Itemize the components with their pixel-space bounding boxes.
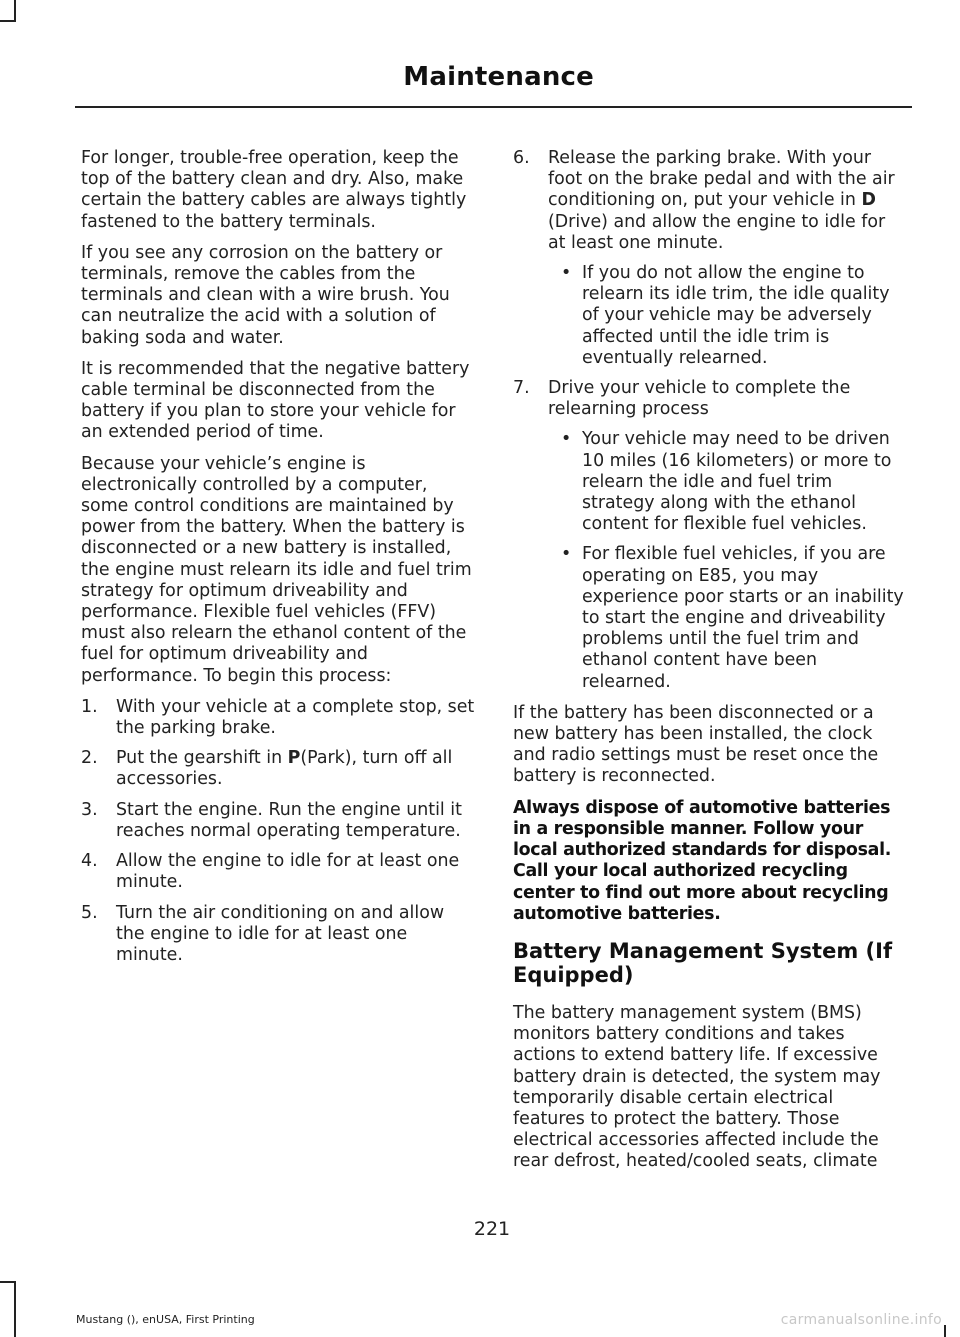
bullet-text: Your vehicle may need to be driven 10 miles (16 kilometers) or more to relearn the idle and fuel trim strategy along with the ethanol content for flexible fuel vehicles.	[582, 429, 892, 535]
crop-mark-top-left-horizontal	[0, 20, 16, 22]
step-text-suffix: (Drive) and allow the engine to idle for at least one minute.	[548, 211, 886, 253]
step-text-suffix: (Park), turn off all accessories.	[116, 748, 453, 790]
paragraph-relearn-intro: Because your vehicle’s engine is electronically controlled by a computer, some control conditions are maintained by power from the battery. When the battery is disconnected or a new battery is installed, the engine must relearn its idle and fuel trim strategy for optimum driveability and performance. Flexible fuel vehicles (FFV) must also relearn the ethanol content of the fuel for optimum driveability and performance. To begin this process:	[81, 453, 472, 686]
crop-mark-bottom-left-horizontal	[0, 1281, 16, 1283]
list-item-step-7	[513, 378, 908, 693]
list-item-step-1	[81, 697, 476, 739]
crop-mark-bottom-right-vertical	[944, 1325, 946, 1337]
crop-mark-bottom-left-vertical	[14, 1281, 16, 1337]
step-text-prefix: Release the parking brake. With your foot on the brake pedal and with the air conditioning on, put your vehicle in	[548, 148, 895, 211]
step-text: Start the engine. Run the engine until it reaches normal operating temperature.	[116, 799, 462, 841]
page-header-title: Maintenance	[403, 62, 594, 92]
bullet-item	[548, 544, 908, 692]
battery-disposal-warning: Always dispose of automotive batteries in a responsible manner. Follow your local authorized standards for disposal. Call your local authorized recycling center to find out more about recycling automotive batteries.	[513, 797, 892, 924]
list-item-step-4	[81, 851, 476, 893]
footer-edition-info: Mustang (), enUSA, First Printing	[76, 1313, 255, 1326]
bullet-text: For flexible fuel vehicles, if you are operating on E85, you may experience poor starts or an inability to start the engine and driveability problems until the fuel trim and ethanol content have been relearned.	[582, 544, 904, 692]
paragraph-bms: The battery management system (BMS) monitors battery conditions and takes actions to extend battery life. If excessive battery drain is detected, the system may temporarily disable certain electrical features to protect the battery. Those electrical accessories affected include the rear defrost, heated/cooled seats, climate	[513, 1002, 881, 1172]
bullet-dot-icon: •	[561, 263, 572, 284]
step-text: With your vehicle at a complete stop, set the parking brake.	[116, 696, 475, 739]
header-divider	[75, 106, 912, 108]
watermark-text: carmanualsonline.info	[780, 1312, 942, 1328]
paragraph-corrosion: If you see any corrosion on the battery or terminals, remove the cables from the terminals and clean with a wire brush. You can neutralize the acid with a solution of baking soda and water.	[81, 242, 450, 348]
bullet-dot-icon: •	[561, 544, 572, 565]
step-number: 3.	[81, 799, 98, 820]
bullet-dot-icon: •	[561, 429, 572, 450]
bullet-item	[548, 429, 908, 535]
relearn-steps-list	[81, 697, 476, 966]
list-item-step-3	[81, 800, 476, 842]
paragraph-reset-clock-radio: If the battery has been disconnected or a new battery has been installed, the clock and radio settings must be reset once the battery is reconnected.	[513, 702, 879, 787]
step-number: 7.	[513, 378, 530, 399]
crop-mark-top-left-vertical	[14, 0, 16, 22]
paragraph-disconnect-storage: It is recommended that the negative battery cable terminal be disconnected from the battery if you plan to store your vehicle for an extended period of time.	[81, 358, 470, 443]
bullet-item	[548, 263, 908, 369]
step-text: Drive your vehicle to complete the relearning process	[548, 378, 851, 420]
list-item-step-2	[81, 748, 476, 790]
step-number: 2.	[81, 748, 98, 769]
step-text: Turn the air conditioning on and allow the engine to idle for at least one minute.	[116, 902, 445, 965]
step-number: 4.	[81, 851, 98, 872]
paragraph-battery-clean: For longer, trouble-free operation, keep the top of the battery clean and dry. Also, make certain the battery cables are always tightly fastened to the battery terminals.	[81, 148, 467, 232]
gear-drive-label: D	[861, 190, 876, 211]
gear-park-label: P	[287, 748, 301, 769]
step-text: Allow the engine to idle for at least one minute.	[116, 851, 460, 893]
page-number: 221	[473, 1218, 511, 1240]
step-7-bullets	[548, 429, 908, 692]
step-number: 1.	[81, 696, 98, 717]
list-item-step-6	[513, 148, 908, 369]
right-column	[513, 148, 908, 1183]
section-heading-bms: Battery Management System (If Equipped)	[513, 938, 893, 987]
list-item-step-5	[81, 903, 476, 967]
step-number: 5.	[81, 902, 98, 923]
relearn-steps-continued-list	[513, 148, 908, 693]
step-number: 6.	[513, 148, 530, 168]
left-column	[81, 148, 476, 976]
step-text-prefix: Put the gearshift in	[116, 748, 288, 769]
step-6-bullets	[548, 263, 908, 369]
bullet-text: If you do not allow the engine to relearn its idle trim, the idle quality of your vehicle may be adversely affected until the idle trim is eventually relearned.	[582, 263, 890, 368]
